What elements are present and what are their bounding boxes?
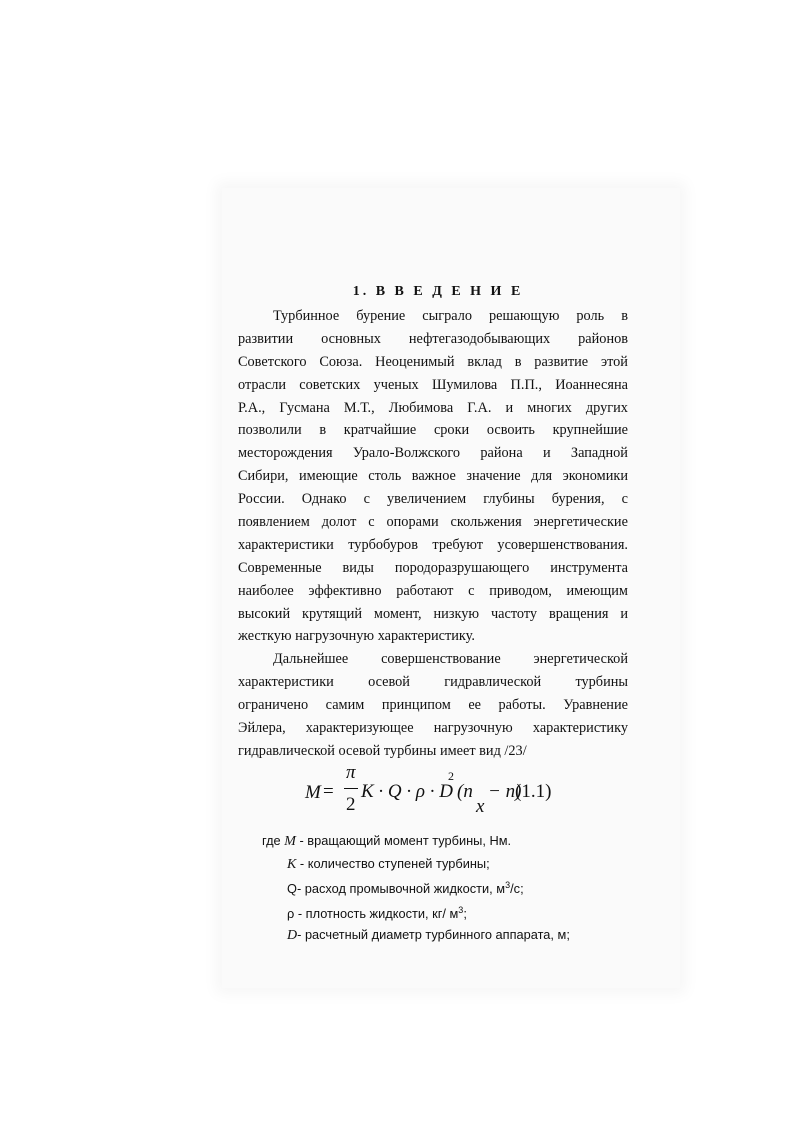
word: Западной [570, 445, 628, 462]
word: увеличением [387, 491, 467, 508]
word: столь [368, 468, 402, 485]
formula-two: 2 [346, 794, 356, 815]
formula-subscript-x: x [476, 796, 485, 817]
text-line [238, 580, 628, 603]
word: Гусмана [279, 399, 330, 416]
word: России. [238, 491, 285, 508]
text-line [238, 625, 628, 648]
word: совершенствование [381, 651, 501, 668]
word: Турбинное [273, 308, 340, 324]
word: с [363, 491, 370, 508]
word: развитие [534, 353, 589, 370]
word: характеристики [238, 536, 334, 553]
word: осевой [368, 674, 410, 691]
definition-flow: Q- расход промывочной жидкости, $м^3/с$; [287, 880, 524, 897]
text-line [238, 488, 628, 511]
word: требуют [432, 536, 483, 553]
word: отрасли [238, 376, 287, 393]
word: гидравлической осевой турбины имеет вид /23/ [238, 742, 527, 759]
definition-stages: K - количество ступеней турбины; [287, 855, 490, 872]
word: Иоаннесяна [555, 376, 628, 393]
word: этой [600, 353, 628, 370]
word: имеющим [566, 582, 628, 599]
word: энергетической [533, 651, 628, 668]
text-line [238, 557, 628, 580]
euler-equation [305, 762, 565, 826]
word: развитии [238, 330, 294, 347]
text-line [238, 351, 628, 374]
paragraph-1 [238, 305, 628, 648]
word: ее [468, 697, 482, 714]
word: и [542, 445, 551, 462]
text-line [238, 397, 628, 420]
formula-pi: π [346, 762, 356, 783]
word: кратчайшие [343, 422, 417, 439]
word: вращения [548, 605, 609, 622]
word: других [585, 399, 628, 416]
formula-eq: = [323, 781, 334, 802]
word: в [621, 308, 628, 324]
fraction-bar [344, 788, 358, 789]
paragraph-2 [238, 648, 628, 762]
word: момент, [373, 605, 422, 622]
word: и [505, 399, 514, 416]
definition-diameter: D- расчетный диаметр турбинного аппарата, м; [287, 927, 570, 944]
word: районов [578, 330, 628, 347]
word: Г.А. [467, 399, 492, 416]
word: долот [321, 514, 357, 531]
word: характеризующее [305, 720, 414, 737]
word: работы. [498, 697, 546, 714]
word: в [319, 422, 327, 439]
word: Неоценимый [375, 353, 455, 370]
formula-paren: (n [457, 781, 473, 802]
symbol-definitions [262, 830, 570, 947]
equation-number: (1.1) [515, 781, 552, 802]
word: экономики [562, 468, 628, 485]
word: принципом [381, 697, 451, 714]
word: частоту [490, 605, 538, 622]
word: с [621, 491, 628, 508]
text-line [238, 511, 628, 534]
word: характеристику [532, 720, 628, 737]
text-line [238, 328, 628, 351]
word: Любимова [388, 399, 454, 416]
word: М.Т., [343, 399, 375, 416]
word: бурение [356, 308, 406, 324]
word: в [514, 353, 522, 370]
body-text [238, 305, 628, 763]
text-line [238, 465, 628, 488]
word: породоразрушающего [394, 559, 530, 576]
word: Эйлера, [238, 720, 286, 737]
word: сроки [433, 422, 470, 439]
word: турбины [575, 674, 628, 691]
word: Советского [238, 353, 307, 370]
word: для [531, 468, 553, 485]
word: ученых [373, 376, 419, 393]
word: инструмента [550, 559, 628, 576]
text-line [238, 534, 628, 557]
word: глубины [483, 491, 535, 508]
word: с [368, 514, 375, 531]
word: виды [342, 559, 374, 576]
text-line [238, 374, 628, 397]
word: сыграло [422, 308, 472, 324]
word: высокий [238, 605, 291, 622]
word: роль [576, 308, 605, 324]
word: Урало-Волжского [352, 445, 461, 462]
word: крупнейшие [552, 422, 628, 439]
text-line [238, 442, 628, 465]
word: освоить [486, 422, 535, 439]
word: Р.А., [238, 399, 266, 416]
word: самим [325, 697, 365, 714]
word: усовершенствования. [497, 536, 628, 553]
word: эффективно [308, 582, 382, 599]
word: бурения, [551, 491, 605, 508]
word: решающую [489, 308, 560, 324]
word: характеристики [238, 674, 334, 691]
formula-square: 2 [448, 769, 454, 783]
text-line [238, 717, 628, 740]
word: энергетические [533, 514, 628, 531]
word: нефтегазодобывающих [408, 330, 551, 347]
word: с [468, 582, 475, 599]
word: и [620, 605, 628, 622]
word: месторождения [238, 445, 333, 462]
text-line [238, 740, 628, 763]
word: крутящий [302, 605, 363, 622]
word: жесткую нагрузочную характеристику. [238, 628, 475, 645]
word: гидравлической [444, 674, 542, 691]
text-line [238, 419, 628, 442]
word: Сибири, [238, 468, 289, 485]
word: Дальнейшее [273, 651, 349, 668]
word: приводом, [489, 582, 552, 599]
word: Однако [301, 491, 347, 508]
word: Шумилова [431, 376, 498, 393]
text-line [238, 305, 628, 328]
word: ограничено [238, 697, 309, 714]
definition-density: ρ - плотность жидкости, кг/ $м^3$; [287, 904, 467, 921]
word: Уравнение [563, 697, 628, 714]
text-line [238, 603, 628, 626]
formula-tail: − n) [488, 781, 522, 802]
word: многих [527, 399, 572, 416]
formula-lhs: M [305, 782, 321, 803]
word: опорами [386, 514, 439, 531]
text-line [238, 648, 628, 671]
word: вклад [467, 353, 502, 370]
word: наиболее [238, 582, 294, 599]
section-title: 1. В В Е Д Е Н И Е [352, 284, 524, 299]
formula-body: K · Q · ρ · D [361, 781, 453, 802]
word: советских [299, 376, 361, 393]
text-line [238, 671, 628, 694]
word: основных [321, 330, 381, 347]
definition-moment: где M - вращающий момент турбины, Нм. [262, 833, 512, 849]
word: работают [396, 582, 454, 599]
word: имеющие [299, 468, 358, 485]
word: района [480, 445, 523, 462]
word: значение [466, 468, 521, 485]
word: нагрузочную [433, 720, 513, 737]
word: турбобуров [348, 536, 418, 553]
text-line [238, 694, 628, 717]
word: низкую [433, 605, 480, 622]
word: П.П., [510, 376, 542, 393]
word: Современные [238, 559, 322, 576]
word: важное [411, 468, 456, 485]
word: Союза. [319, 353, 363, 370]
word: скольжения [450, 514, 522, 531]
word: появлением [238, 514, 310, 531]
word: позволили [238, 422, 302, 439]
